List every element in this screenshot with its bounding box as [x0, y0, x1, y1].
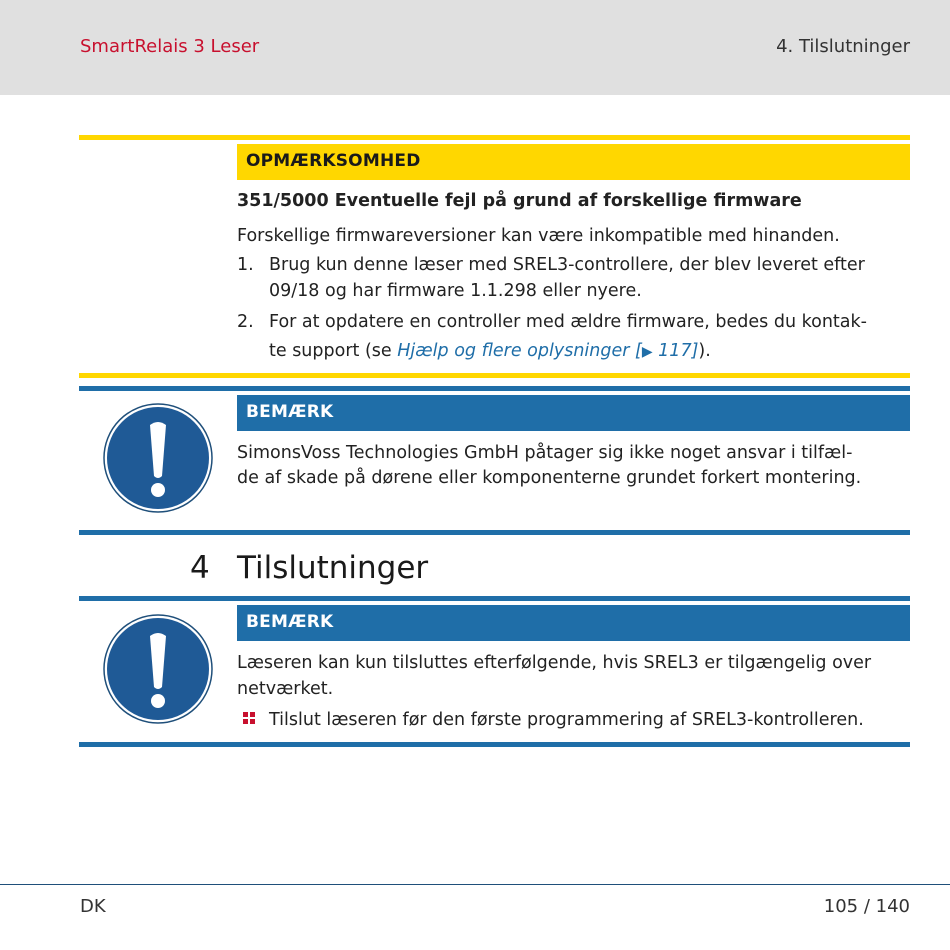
list-number: 2.: [237, 312, 254, 332]
link-prefix: te support (se: [269, 341, 398, 361]
list-item-text: Brug kun denne læser med SREL3-controllere, der blev leveret efter: [269, 255, 865, 275]
page-number: 105 / 140: [823, 896, 910, 917]
note2-action: Tilslut læseren før den første programmering af SREL3-kontrolleren.: [269, 710, 864, 730]
note2-title-bar: [237, 605, 910, 641]
action-bullet-icon: [243, 712, 256, 725]
attention-intro: Forskellige firmwareversioner kan være inkompatible med hinanden.: [237, 226, 840, 246]
note1-title-bar: [237, 395, 910, 431]
list-item-text: 09/18 og har firmware 1.1.298 eller nyere.: [269, 281, 642, 301]
exclamation-icon: [103, 403, 213, 513]
arrow-right-icon: ▶: [641, 344, 653, 360]
note1-title: BEMÆRK: [246, 402, 334, 422]
list-number: 1.: [237, 255, 254, 275]
footer-rule: [0, 884, 950, 885]
note2-title: BEMÆRK: [246, 612, 334, 632]
note2-line: netværket.: [237, 679, 334, 699]
help-link-text: Hjælp og flere oplysninger [: [397, 341, 642, 361]
document-title: SmartRelais 3 Leser: [80, 36, 260, 57]
attention-bottom-rule: [79, 373, 910, 378]
note1-line: de af skade på dørene eller komponenterne grundet forkert montering.: [237, 468, 862, 488]
note1-line: SimonsVoss Technologies GmbH påtager sig ikke noget ansvar i tilfæl-: [237, 443, 853, 463]
note2-top-rule: [79, 596, 910, 601]
note1-bottom-rule: [79, 530, 910, 535]
footer-language: DK: [80, 896, 106, 917]
chapter-heading: Tilslutninger: [237, 550, 429, 586]
list-item-text: For at opdatere en controller med ældre firmware, bedes du kontak-: [269, 312, 867, 332]
attention-top-rule: [79, 135, 910, 140]
note1-top-rule: [79, 386, 910, 391]
chapter-number: 4: [190, 550, 210, 586]
note2-line: Læseren kan kun tilsluttes efterfølgende, hvis SREL3 er tilgængelig over: [237, 653, 872, 673]
link-suffix: ).: [698, 341, 711, 361]
list-item-text-with-link: [269, 338, 711, 365]
section-title: 4. Tilslutninger: [776, 36, 910, 57]
exclamation-icon: [103, 614, 213, 724]
help-link[interactable]: [397, 341, 698, 361]
help-link-page: 117]: [652, 341, 699, 361]
attention-subheading: 351/5000 Eventuelle fejl på grund af forskellige firmware: [237, 191, 802, 211]
note2-bottom-rule: [79, 742, 910, 747]
attention-title: OPMÆRKSOMHED: [246, 151, 421, 171]
attention-title-bar: [237, 144, 910, 180]
page-header: [0, 0, 950, 95]
